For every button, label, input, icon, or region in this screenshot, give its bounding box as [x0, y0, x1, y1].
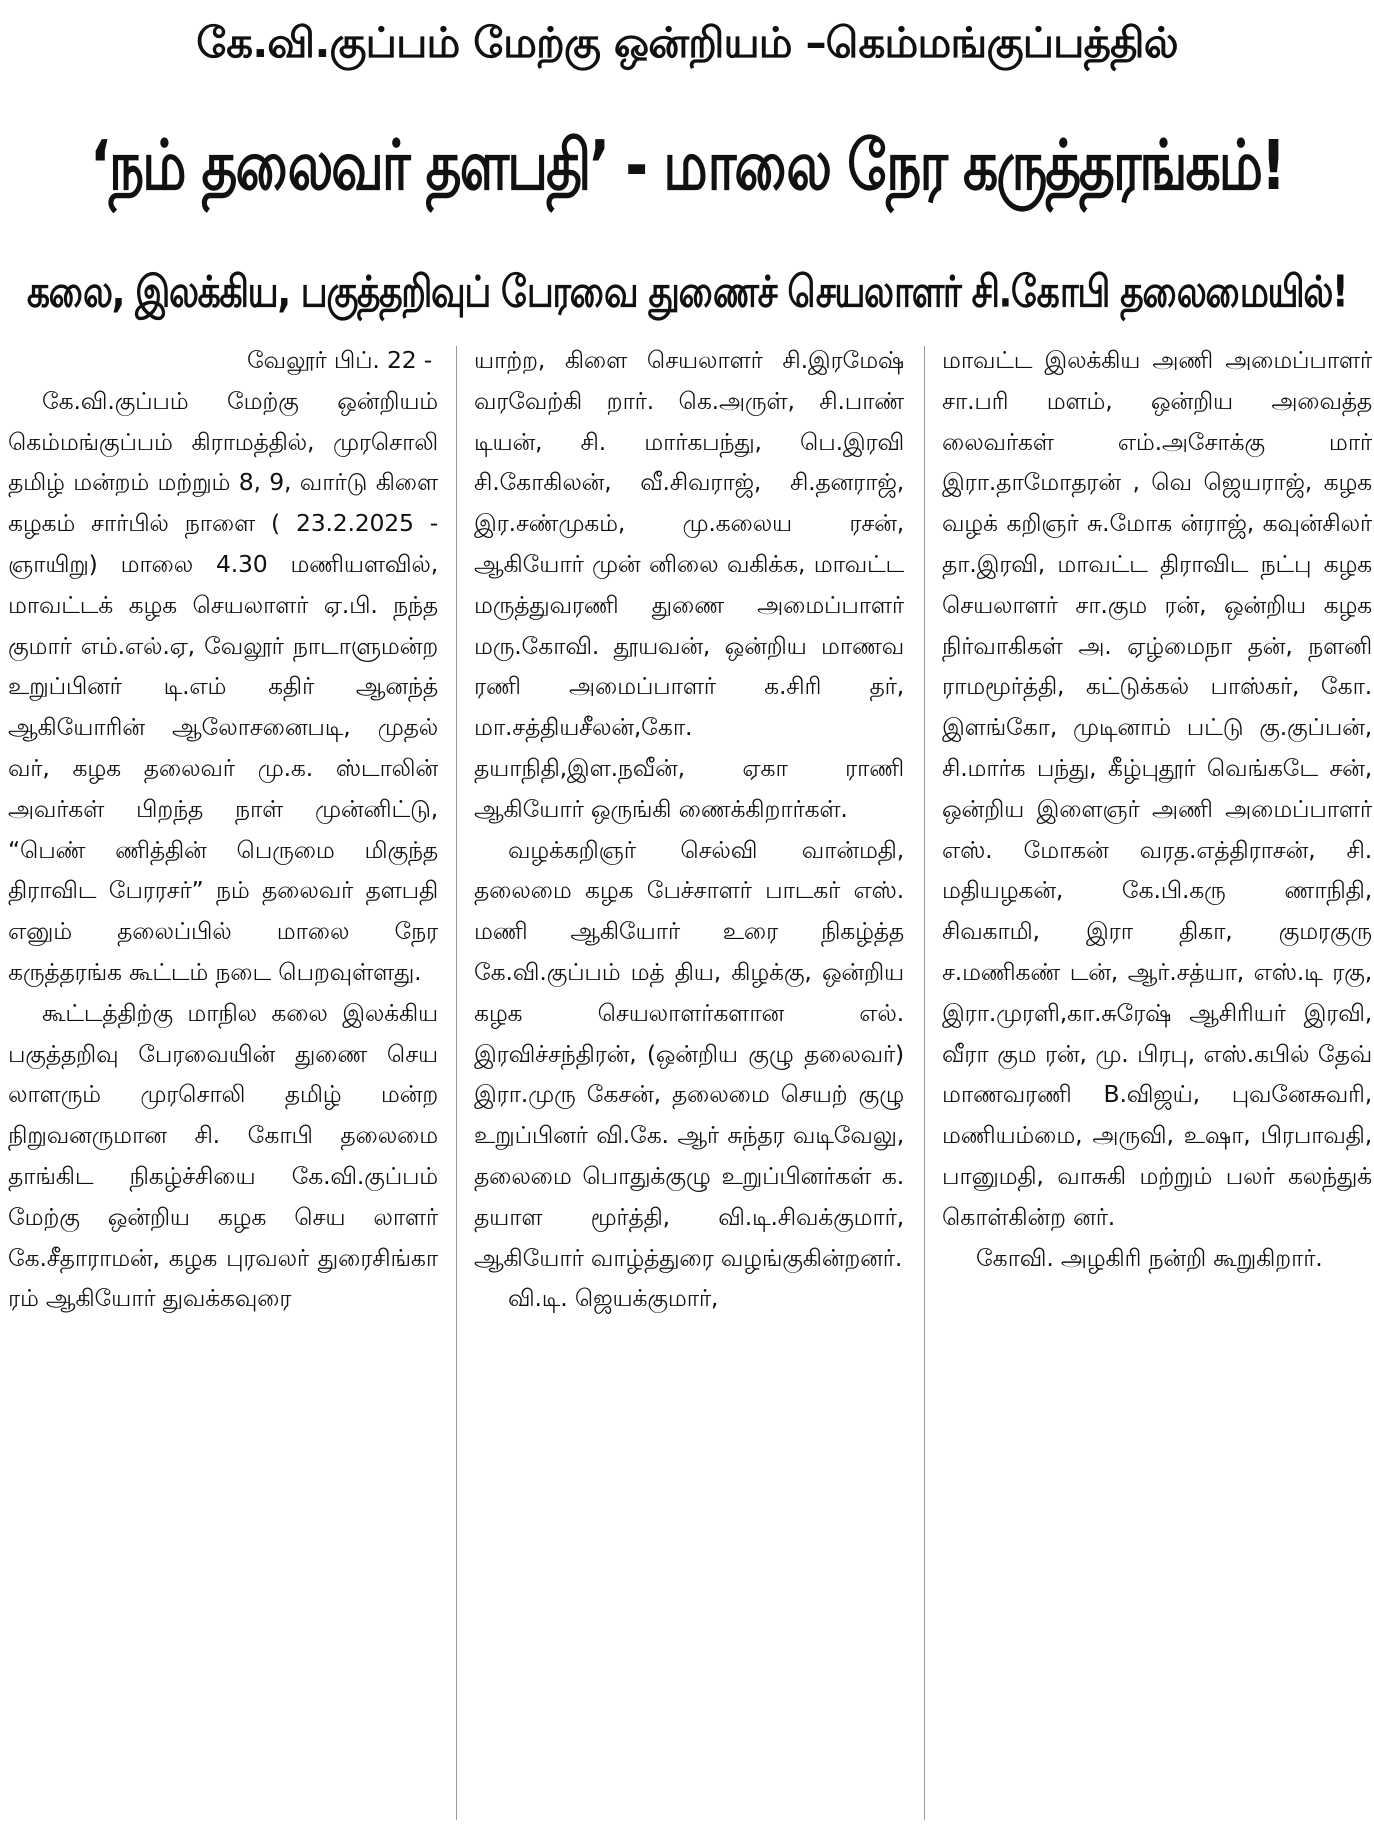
- subtitle-line: கலை, இலக்கிய, பகுத்தறிவுப் பேரவை துணைச் செயலாளர் சி.கோபி தலைமையில்!: [26, 265, 1348, 318]
- paragraph: கோவி. அழகிரி நன்றி கூறுகிறார்.: [976, 1243, 1323, 1272]
- paragraph: கூட்டத்திற்கு மாநில கலை இலக்கிய பகுத்தறிவு பேரவையின் துணை செய லாளரும் முரசொலி தமிழ் மன்ற நிறுவனருமான சி. கோபி தலைமை தாங்கிட நிகழ்ச்சியை கே.வி.குப்பம் மேற்கு ஒன்றிய கழக செய லாளர் கே.சீதாராமன், கழக புரவலர் துரைசிங்கா ரம் ஆகியோர் துவக்கவுரை: [8, 998, 438, 1313]
- headline-block: [0, 0, 1374, 330]
- main-title: ‘நம் தலைவர் தளபதி’ - மாலை நேர கருத்தரங்கம்!: [89, 125, 1285, 205]
- article-column-1: [8, 340, 438, 1826]
- column-divider: [456, 346, 457, 1820]
- article-body: [8, 340, 1372, 1826]
- dateline: வேலூர் பிப். 22 -: [247, 346, 432, 374]
- paragraph: வழக்கறிஞர் செல்வி வான்மதி, தலைமை கழக பேச்சாளர் பாடகர் எஸ். மணி ஆகியோர் உரை நிகழ்த்த கே.வி.குப்பம் மத் திய, கிழக்கு, ஒன்றிய கழக செயலாளர்களான எல். இரவிச்சந்திரன், (ஒன்றிய குழு தலைவர்) இரா.முரு கேசன், தலைமை செயற் குழு உறுப்பினர் வி.கே. ஆர் சுந்தர வடிவேலு, தலைமை பொதுக்குழு உறுப்பினர்கள் க. தயாள மூர்த்தி, வி.டி.சிவக்குமார், ஆகியோர் வாழ்த்துரை வழங்குகின்றனர்.: [474, 835, 904, 1272]
- article-column-2: [474, 340, 904, 1826]
- paragraph: மாவட்ட இலக்கிய அணி அமைப்பாளர் சா.பரி மளம், ஒன்றிய அவைத்த லைவர்கள் எம்.அசோக்கு மார் இரா.தாமோதரன் , வெ ஜெயராஜ், கழக வழக் கறிஞர் சு.மோக ன்ராஜ், கவுன்சிலர் தா.இரவி, மாவட்ட திராவிட நட்பு கழக செயலாளர் சா.கும ரன், ஒன்றிய கழக நிர்வாகிகள் அ. ஏழ்மைநா தன், நளனி ராமமூர்த்தி, கட்டுக்கல் பாஸ்கர், கோ. இளங்கோ, முடினாம் பட்டு கு.குப்பன், சி.மார்க பந்து, கீழ்புதூர் வெங்கடே சன், ஒன்றிய இளைஞர் அணி அமைப்பாளர் எஸ். மோகன் வரத.எத்திராசன், சி. மதியழகன், கே.பி.கரு ணாநிதி, சிவகாமி, இரா திகா, குமரகுரு ச.மணிகண் டன், ஆர்.சத்யா, எஸ்.டி ரகு, இரா.முரளி,கா.சுரேஷ் ஆசிரியர் இரவி, வீரா கும ரன், மு. பிரபு, எஸ்.கபில் தேவ் மாணவரணி B.விஜய், புவனேசுவரி, மணியம்மை, அருவி, உஷா, பிரபாவதி, பானுமதி, வாசுகி மற்றும் பலர் கலந்துக் கொள்கின்ற னர்.: [942, 346, 1372, 1231]
- column-divider: [924, 346, 925, 1820]
- paragraph: யாற்ற, கிளை செயலாளர் சி.இரமேஷ் வரவேற்கி றார். கெ.அருள், சி.பாண் டியன், சி. மார்கபந்து, பெ.இரவி சி.கோகிலன், வீ.சிவராஜ், சி.தனராஜ், இர.சண்முகம், மு.கலைய ரசன், ஆகியோர் முன் னிலை வகிக்க, மாவட்ட மருத்துவரணி துணை அமைப்பாளர் மரு.கோவி. தூயவன், ஒன்றிய மாணவ ரணி அமைப்பாளர் க.சிரி தர், மா.சத்தியசீலன்,கோ. தயாநிதி,இள.நவீன், ஏகா ராணி ஆகியோர் ஒருங்கி ணைக்கிறார்கள்.: [474, 346, 904, 823]
- paragraph: வி.டி. ஜெயக்குமார்,: [508, 1284, 719, 1313]
- article-column-3: [942, 340, 1372, 1826]
- kicker-line: கே.வி.குப்பம் மேற்கு ஒன்றியம் –கெம்மங்குப்பத்தில்: [196, 18, 1178, 67]
- paragraph: கே.வி.குப்பம் மேற்கு ஒன்றியம் கெம்மங்குப்பம் கிராமத்தில், முரசொலி தமிழ் மன்றம் மற்றும் 8, 9, வார்டு கிளை கழகம் சார்பில் நாளை ( 23.2.2025 - ஞாயிறு) மாலை 4.30 மணியளவில், மாவட்டக் கழக செயலாளர் ஏ.பி. நந்த குமார் எம்.எல்.ஏ, வேலூர் நாடாளுமன்ற உறுப்பினர் டி.எம் கதிர் ஆனந்த் ஆகியோரின் ஆலோசனைபடி, முதல் வர், கழக தலைவர் மு.க. ஸ்டாலின் அவர்கள் பிறந்த நாள் முன்னிட்டு, “பெண் ணித்தின் பெருமை மிகுந்த திராவிட பேரரசர்” நம் தலைவர் தளபதி எனும் தலைப்பில் மாலை நேர கருத்தரங்க கூட்டம் நடை பெறவுள்ளது.: [8, 386, 438, 986]
